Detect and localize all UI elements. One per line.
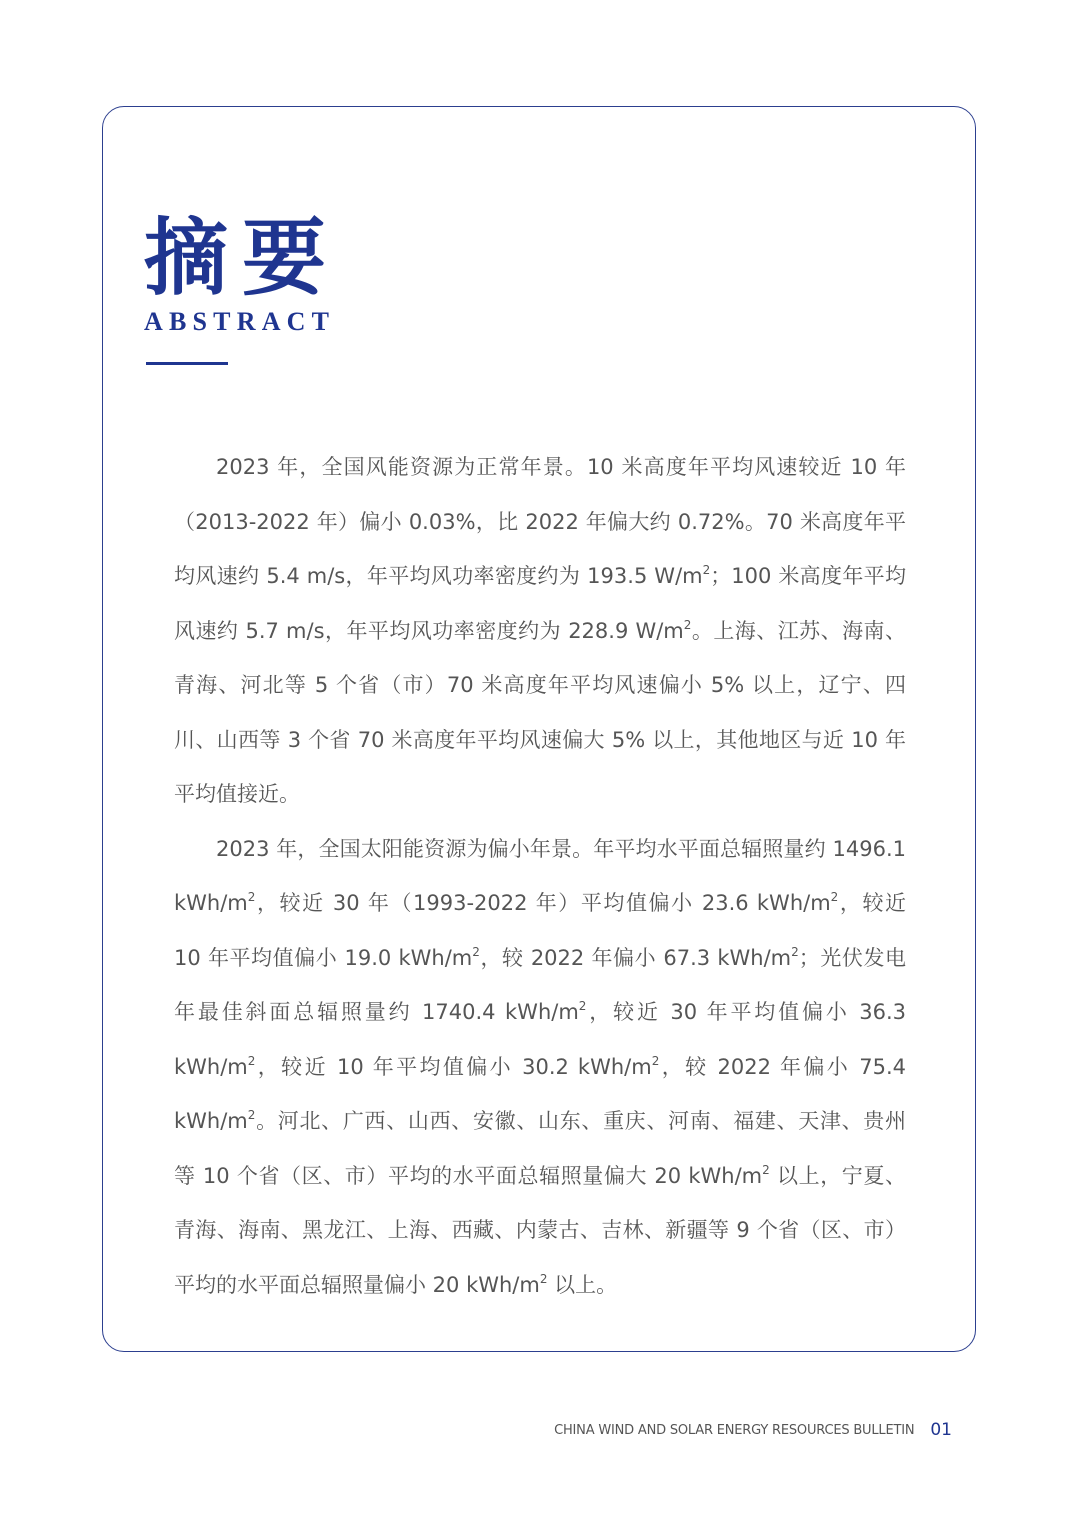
superscript: 2 [539,1271,548,1286]
text-segment: ，较 2022 年偏小 75.4 kWh/m [174,1054,906,1133]
paragraph-wind [174,440,906,822]
page-subtitle: ABSTRACT [144,307,336,336]
text-segment: 2023 年，全国风能资源为正常年景。10 米高度年平均风速较近 10 年（2013-2022 年）偏小 0.03%，比 2022 年偏大约 0.72%。70 米高度年平均风速约 5.4 m/s，年平均风功率密度约为 193.5 W/m [174,455,906,588]
bulletin-name: CHINA WIND AND SOLAR ENERGY RESOURCES BULLETIN [554,1422,915,1438]
superscript: 2 [247,1053,256,1068]
text-segment: ，较近 10 年平均值偏小 19.0 kWh/m [174,891,907,970]
text-segment: ，较 2022 年偏小 67.3 kWh/m [479,945,792,970]
superscript: 2 [683,617,692,632]
superscript: 2 [651,1053,660,1068]
superscript: 2 [702,563,711,577]
text-segment: ，较近 30 年（1993-2022 年）平均值偏小 23.6 kWh/m [255,891,831,915]
superscript: 2 [247,890,256,904]
page-number: 01 [930,1420,952,1440]
text-segment: ，较近 10 年平均值偏小 30.2 kWh/m [255,1054,652,1079]
superscript: 2 [247,1108,256,1122]
text-segment: ，较近 30 年平均值偏小 36.3 kWh/m [174,1000,906,1079]
superscript: 2 [830,890,839,904]
title-underline [146,362,228,365]
text-segment: ；100 米高度年平均风速约 5.7 m/s，年平均风功率密度约为 228.9 W/m [174,564,906,643]
text-segment: 以上。 [547,1272,618,1297]
page-footer [554,1416,952,1444]
superscript: 2 [578,999,587,1013]
page-title: 摘要 [144,208,341,307]
text-segment: 。上海、江苏、海南、青海、河北等 5 个省（市）70 米高度年平均风速偏小 5% 以上，辽宁、四川、山西等 3 个省 70 米高度年平均风速偏大 5% 以上，其他地区与近 10 年平均值接近。 [174,618,907,806]
abstract-body [174,440,906,1312]
superscript: 2 [791,944,799,959]
superscript: 2 [472,944,480,959]
superscript: 2 [762,1162,770,1177]
text-segment: 以上，宁夏、青海、海南、黑龙江、上海、西藏、内蒙古、吉林、新疆等 9 个省（区、市）平均的水平面总辐照量偏小 20 kWh/m [174,1163,906,1297]
text-segment: 2023 年，全国太阳能资源为偏小年景。年平均水平面总辐照量约 1496.1 kWh/m [174,836,906,915]
text-segment: ；光伏发电年最佳斜面总辐照量约 1740.4 kWh/m [174,945,907,1024]
text-segment: 。河北、广西、山西、安徽、山东、重庆、河南、福建、天津、贵州等 10 个省（区、市）平均的水平面总辐照量偏大 20 kWh/m [174,1109,906,1188]
paragraph-solar [174,822,906,1313]
